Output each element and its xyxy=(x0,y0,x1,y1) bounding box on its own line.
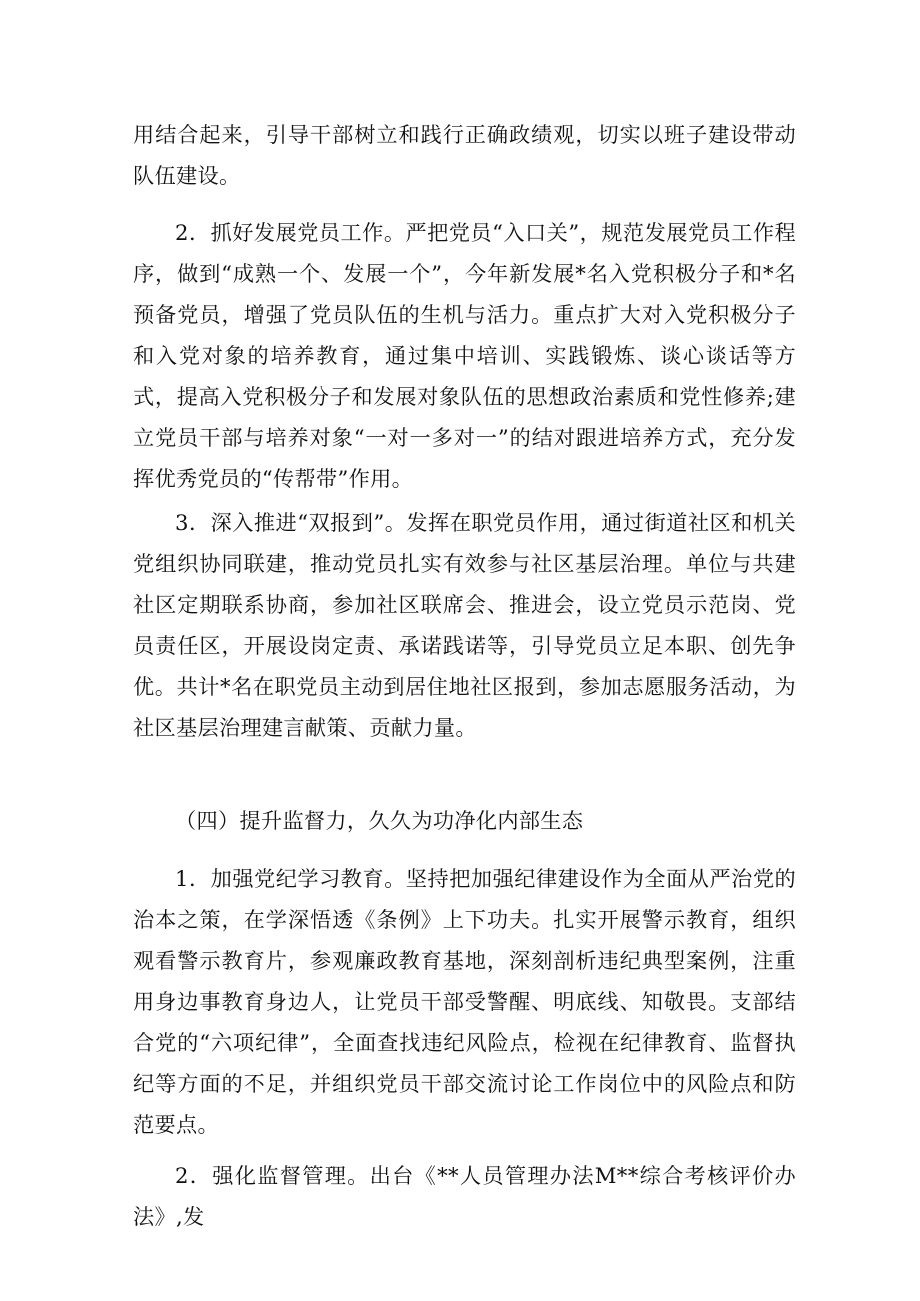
section-heading-supervision: （四）提升监督力，久久为功净化内部生态 xyxy=(175,808,584,833)
paragraph-double-reporting: 3．深入推进“双报到”。发挥在职党员作用，通过街道社区和机关党组织协同联建，推动党员扎实有效参与社区基层治理。单位与共建社区定期联系协商，参加社区联席会、推进会，设立党员示范岗、党员责任区，开展设岗定责、承诺践诺等，引导党员立足本职、创先争优。共计*名在职党员主动到居住地社区报到，参加志愿服务活动，为社区基层治理建言献策、贡献力量。 xyxy=(133,510,796,740)
paragraph-supervision-management: 2．强化监督管理。出台《**人员管理办法M**综合考核评价办法》,发 xyxy=(133,1163,796,1229)
paragraph-continuation: 用结合起来，引导干部树立和践行正确政绩观，切实以班子建设带动队伍建设。 xyxy=(133,122,796,188)
paragraph-discipline-education: 1．加强党纪学习教育。坚持把加强纪律建设作为全面从严治党的治本之策，在学深悟透《条例》上下功夫。扎实开展警示教育，组织观看警示教育片，参观廉政教育基地，深刻剖析违纪典型案例，注重用身边事教育身边人，让党员干部受警醒、明底线、知敬畏。支部结合党的“六项纪律”，全面查找违纪风险点，检视在纪律教育、监督执纪等方面的不足，并组织党员干部交流讨论工作岗位中的风险点和防范要点。 xyxy=(133,866,796,1137)
paragraph-party-member-development: 2．抓好发展党员工作。严把党员“入口关”，规范发展党员工作程序，做到“成熟一个、发展一个”，今年新发展*名入党积极分子和*名预备党员，增强了党员队伍的生机与活力。重点扩大对入党积极分子和入党对象的培养教育，通过集中培训、实践锻炼、谈心谈话等方式，提高入党积极分子和发展对象队伍的思想政治素质和党性修养;建立党员干部与培养对象“一对一多对一”的结对跟进培养方式，充分发挥优秀党员的“传帮带”作用。 xyxy=(133,220,796,491)
